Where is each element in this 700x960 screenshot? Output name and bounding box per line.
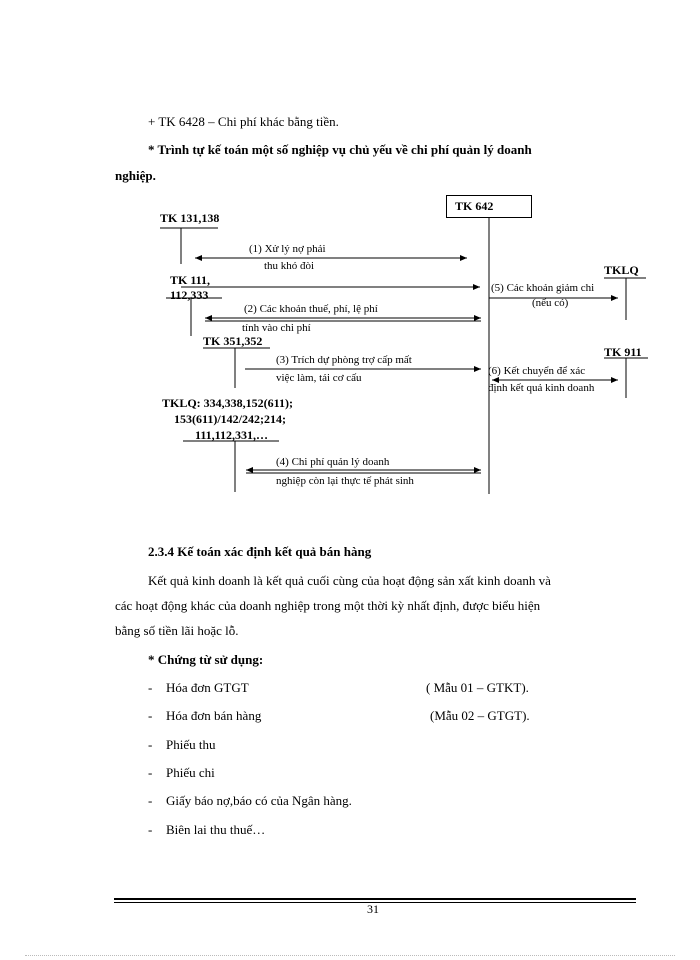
op5-label-a: (5) Các khoản giảm chi bbox=[491, 282, 595, 294]
paragraph-line-3: bằng số tiền lãi hoặc lỗ. bbox=[115, 623, 239, 638]
op2-label-b: tính vào chi phí bbox=[242, 322, 311, 334]
tklq-list-c: 111,112,331,… bbox=[195, 428, 269, 442]
list-item: Biên lai thu thuế… bbox=[166, 822, 266, 837]
list-bullet: - bbox=[148, 822, 153, 837]
list-item: Hóa đơn GTGT bbox=[166, 680, 249, 695]
list-item: Phiếu chi bbox=[166, 765, 215, 780]
list-item-note: (Mẫu 02 – GTGT). bbox=[430, 708, 530, 723]
list-bullet: - bbox=[148, 793, 153, 808]
list-bullet: - bbox=[148, 737, 153, 752]
op6-label-a: (6) Kết chuyển để xác bbox=[488, 365, 586, 377]
list-bullet: - bbox=[148, 708, 153, 723]
tk111-label: TK 111, bbox=[170, 273, 211, 287]
op4-label-b: nghiệp còn lại thực tế phát sinh bbox=[276, 475, 414, 487]
documents-heading: * Chứng từ sử dụng: bbox=[148, 652, 264, 667]
page-number: 31 bbox=[367, 902, 379, 916]
list-bullet: - bbox=[148, 680, 153, 695]
tk351-label: TK 351,352 bbox=[203, 334, 263, 348]
tklq-list-a: TKLQ: 334,338,152(611); bbox=[162, 396, 293, 410]
op3-label-a: (3) Trích dự phòng trợ cấp mất bbox=[276, 354, 412, 366]
op6-label-b: định kết quả kinh doanh bbox=[488, 382, 595, 394]
op1-label-a: (1) Xử lý nợ phải bbox=[249, 243, 326, 255]
intro-line: + TK 6428 – Chi phí khác bằng tiền. bbox=[148, 114, 339, 129]
list-bullet: - bbox=[148, 765, 153, 780]
section-2-3-4-heading: 2.3.4 Kế toán xác định kết quả bán hàng bbox=[148, 544, 372, 559]
tk111-label-b: 112,333 bbox=[170, 288, 209, 302]
paragraph-line-1: Kết quả kinh doanh là kết quả cuối cùng của hoạt động sản xất kinh doanh và bbox=[148, 573, 551, 588]
op3-label-b: việc làm, tái cơ cấu bbox=[276, 372, 362, 384]
list-item: Giấy báo nợ,báo có của Ngân hàng. bbox=[166, 793, 352, 808]
op5-label-b: (nếu có) bbox=[532, 297, 569, 309]
list-item: Phiếu thu bbox=[166, 737, 216, 752]
tk131-label: TK 131,138 bbox=[160, 211, 220, 225]
paragraph-line-2: các hoạt động khác của doanh nghiệp trong một thời kỳ nhất định, được biểu hiện bbox=[115, 598, 541, 613]
footer-rule-top bbox=[114, 898, 636, 900]
section-heading-cont: nghiệp. bbox=[115, 168, 156, 183]
op1-label-b: thu khó đòi bbox=[264, 260, 315, 272]
tklq-right-label: TKLQ bbox=[604, 263, 639, 277]
tklq-list-b: 153(611)/142/242;214; bbox=[174, 412, 286, 426]
tk642-label: TK 642 bbox=[455, 199, 494, 213]
page-edge-divider bbox=[25, 955, 675, 956]
list-item: Hóa đơn bán hàng bbox=[166, 708, 262, 723]
op2-label-a: (2) Các khoản thuế, phí, lệ phí bbox=[244, 303, 378, 315]
list-item-note: ( Mẫu 01 – GTKT). bbox=[426, 680, 529, 695]
op4-label-a: (4) Chi phí quản lý doanh bbox=[276, 456, 390, 468]
tk911-label: TK 911 bbox=[604, 345, 642, 359]
section-heading: * Trình tự kế toán một số nghiệp vụ chủ yếu về chi phí quản lý doanh bbox=[148, 142, 532, 157]
